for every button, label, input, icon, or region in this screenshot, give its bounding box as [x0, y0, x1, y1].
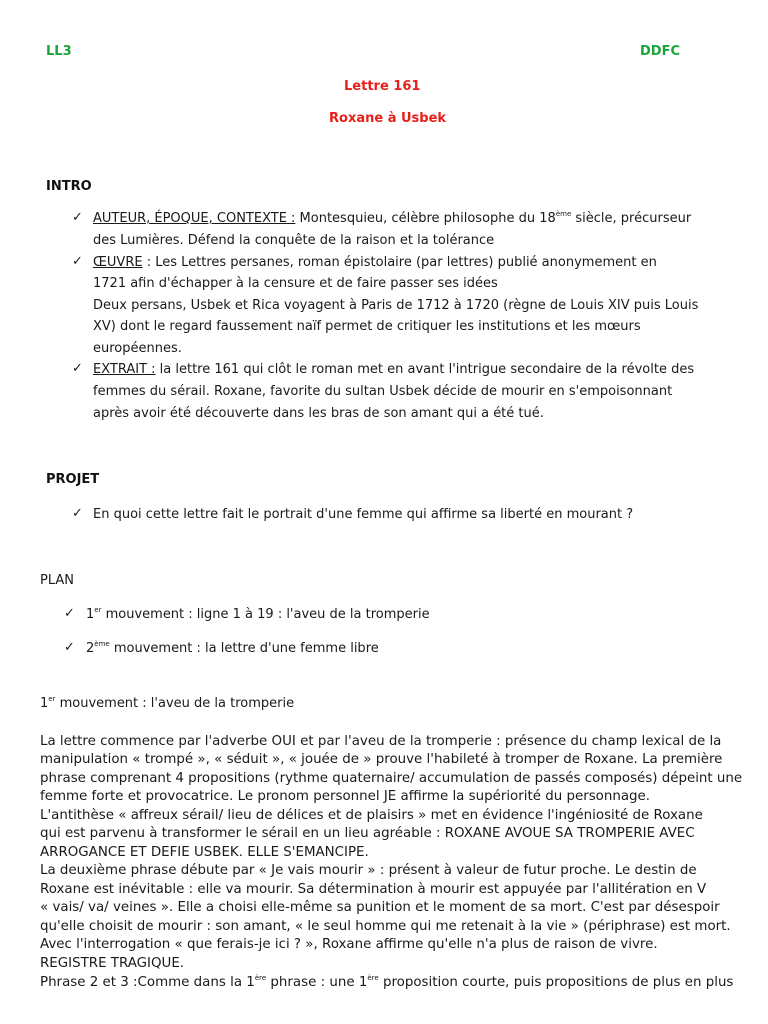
intro-item-3-label: EXTRAIT : [93, 362, 156, 377]
section-1-title: 1er mouvement : l'aveu de la tromperie [40, 695, 295, 711]
paragraph-line: La lettre commence par l'adverbe OUI et par l'aveu de la tromperie : présence du champ lexical de la [40, 734, 722, 749]
paragraph-line: femme forte et provocatrice. Le pronom personnel JE affirme la supériorité du personnage. [40, 789, 651, 804]
paragraph-line: Roxane est inévitable : elle va mourir. Sa détermination à mourir est appuyée par l'allitération en V [40, 882, 707, 897]
intro-item-2-line-3: Deux persans, Usbek et Rica voyagent à Paris de 1712 à 1720 (règne de Louis XIV puis Louis [93, 298, 699, 313]
check-icon: ✓ [72, 210, 83, 225]
paragraph-line: qui est parvenu à transformer le sérail en un lieu agréable : ROXANE AVOUE SA TROMPERIE AVEC [40, 826, 695, 841]
check-icon: ✓ [72, 506, 83, 521]
intro-item-1-label: AUTEUR, ÉPOQUE, CONTEXTE : [93, 211, 296, 226]
plan-heading: PLAN [40, 573, 74, 588]
header-left: LL3 [46, 44, 72, 59]
plan-item-1: 1er mouvement : ligne 1 à 19 : l'aveu de la tromperie [86, 606, 430, 622]
paragraph-line: La deuxième phrase débute par « Je vais mourir » : présent à valeur de futur proche. Le destin de [40, 863, 697, 878]
paragraph-line: qu'elle choisit de mourir : son amant, « le seul homme qui me retenait à la vie » (périphrase) est mort. [40, 919, 731, 934]
paragraph-line-last: Phrase 2 et 3 :Comme dans la 1ère phrase : une 1ère proposition courte, puis propositions de plus en plus [40, 974, 734, 990]
document-subtitle: Roxane à Usbek [329, 111, 447, 126]
intro-item-2-line-1: ŒUVRE : Les Lettres persanes, roman épistolaire (par lettres) publié anonymement en [93, 255, 657, 270]
check-icon: ✓ [72, 361, 83, 376]
intro-item-2-line-4: XV) dont le regard faussement naïf permet de critiquer les institutions et les mœurs [93, 319, 641, 334]
check-icon: ✓ [64, 640, 75, 655]
intro-item-3-line-2: femmes du sérail. Roxane, favorite du sultan Usbek décide de mourir en s'empoisonnant [93, 384, 673, 399]
intro-item-3-line-3: après avoir été découverte dans les bras de son amant qui a été tué. [93, 406, 544, 421]
intro-item-3-line-1: EXTRAIT : la lettre 161 qui clôt le roman met en avant l'intrigue secondaire de la révolte des [93, 362, 695, 377]
paragraph-line: L'antithèse « affreux sérail/ lieu de délices et de plaisirs » met en évidence l'ingéniosité de Roxane [40, 808, 703, 823]
intro-heading: INTRO [46, 179, 92, 194]
plan-item-2: 2ème mouvement : la lettre d'une femme libre [86, 640, 379, 656]
paragraph-line: Avec l'interrogation « que ferais-je ici ? », Roxane affirme qu'elle n'a plus de raison de vivre. [40, 937, 658, 952]
paragraph-line: « vais/ va/ veines ». Elle a choisi elle-même sa punition et le moment de sa mort. C'est par désespoir [40, 900, 720, 915]
paragraph-line: phrase comprenant 4 propositions (rythme quaternaire/ accumulation de passés composés) dépeint une [40, 771, 743, 786]
intro-item-1-line-1: AUTEUR, ÉPOQUE, CONTEXTE : Montesquieu, célèbre philosophe du 18ème siècle, précurseur [93, 210, 692, 226]
header-right: DDFC [640, 44, 681, 59]
paragraph-line: REGISTRE TRAGIQUE. [40, 956, 185, 971]
check-icon: ✓ [64, 606, 75, 621]
intro-item-1-line-2: des Lumières. Défend la conquête de la raison et la tolérance [93, 233, 495, 248]
intro-item-2-line-5: européennes. [93, 341, 182, 356]
intro-item-2-line-2: 1721 afin d'échapper à la censure et de faire passer ses idées [93, 276, 498, 291]
projet-item: En quoi cette lettre fait le portrait d'une femme qui affirme sa liberté en mourant ? [93, 507, 634, 522]
projet-heading: PROJET [46, 472, 100, 487]
check-icon: ✓ [72, 254, 83, 269]
paragraph-line: manipulation « trompé », « séduit », « jouée de » prouve l'habileté à tromper de Roxane. La première [40, 752, 723, 767]
intro-item-2-label: ŒUVRE [93, 255, 143, 270]
document-title: Lettre 161 [344, 79, 421, 94]
paragraph-line: ARROGANCE ET DEFIE USBEK. ELLE S'EMANCIPE. [40, 845, 369, 860]
